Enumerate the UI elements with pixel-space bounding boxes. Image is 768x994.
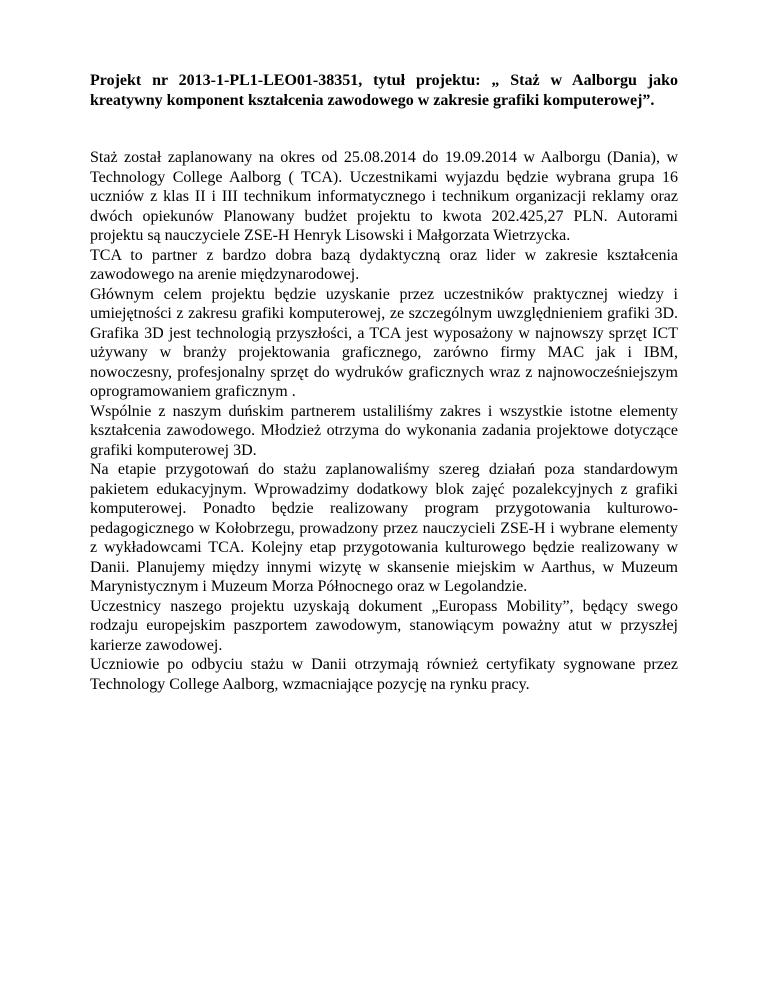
paragraph-europass: Uczestnicy naszego projektu uzyskają dokument „Europass Mobility”, będący swego rodzaju europejskim paszportem zawodowym, stanowiącym poważny atut w przyszłej karierze zawodowej. xyxy=(90,597,678,654)
paragraph-partner: TCA to partner z bardzo dobra bazą dydaktyczną oraz lider w zakresie kształcenia zawodowego na arenie międzynarodowej. xyxy=(90,246,678,283)
document-body xyxy=(90,148,678,694)
paragraph-certificates: Uczniowie po odbyciu stażu w Danii otrzymają również certyfikaty sygnowane przez Technology College Aalborg, wzmacniające pozycję na rynku pracy. xyxy=(90,656,678,693)
paragraph-main-goal: Głównym celem projektu będzie uzyskanie przez uczestników praktycznej wiedzy i umiejętności z zakresu grafiki komputerowej, ze szczególnym uwzględnieniem grafiki 3D. Grafika 3D jest technologią przyszłości, a TCA jest wyposażony w najnowszy sprzęt ICT używany w branży projektowania graficznego, zarówno firmy MAC jak i IBM, nowoczesny, profesjonalny sprzęt do wydruków graficznych wraz z najnowocześniejszym oprogramowaniem graficznym . xyxy=(90,285,678,400)
document-title: Projekt nr 2013-1-PL1-LEO01-38351, tytuł projektu: „ Staż w Aalborgu jako kreatywny komponent kształcenia zawodowego w zakresie grafiki komputerowej”. xyxy=(90,72,678,109)
paragraph-collaboration: Wspólnie z naszym duńskim partnerem ustaliliśmy zakres i wszystkie istotne elementy kształcenia zawodowego. Młodzież otrzyma do wykonania zadania projektowe dotyczące grafiki komputerowej 3D. xyxy=(90,402,678,459)
paragraph-internship-details: Staż został zaplanowany na okres od 25.08.2014 do 19.09.2014 w Aalborgu (Dania), w Technology College Aalborg ( TCA). Uczestnikami wyjazdu będzie wybrana grupa 16 uczniów z klas II i III technikum informatycznego i technikum organizacji reklamy oraz dwóch opiekunów Planowany budżet projektu to kwota 202.425,27 PLN. Autorami projektu są nauczyciele ZSE-H Henryk Lisowski i Małgorzata Wietrzycka. xyxy=(90,149,678,244)
document-page xyxy=(90,71,678,694)
paragraph-preparation: Na etapie przygotowań do stażu zaplanowaliśmy szereg działań poza standardowym pakietem edukacyjnym. Wprowadzimy dodatkowy blok zajęć pozalekcyjnych z grafiki komputerowej. Ponadto będzie realizowany program przygotowania kulturowo-pedagogicznego w Kołobrzegu, prowadzony przez nauczycieli ZSE-H i wybrane elementy z wykładowcami TCA. Kolejny etap przygotowania kulturowego będzie realizowany w Danii. Planujemy między innymi wizytę w skansenie miejskim w Aarthus, w Muzeum Marynistycznym i Muzeum Morza Północnego oraz w Legolandzie. xyxy=(90,461,678,595)
